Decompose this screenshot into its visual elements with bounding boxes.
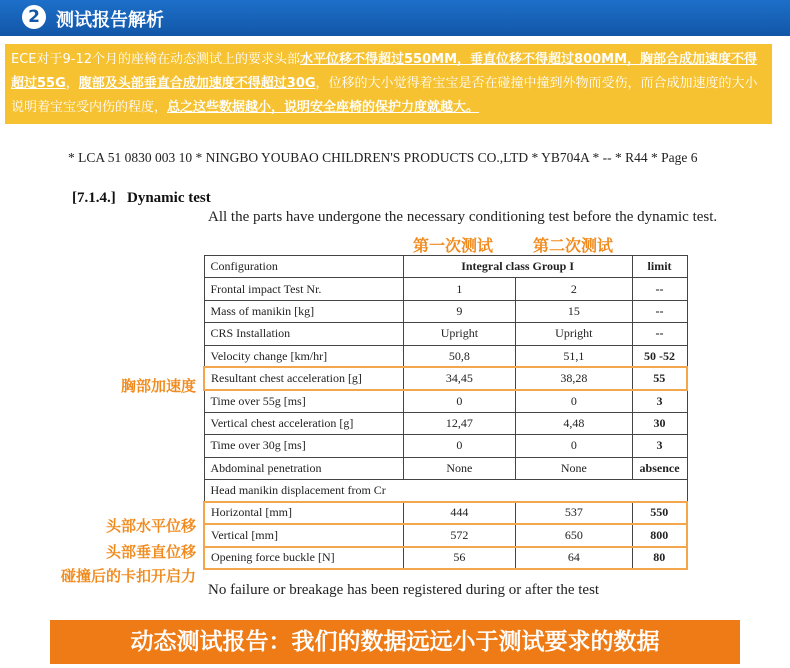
table-row: [204, 435, 687, 457]
cell-test1: 12,47: [403, 412, 515, 434]
cell-test1: None: [403, 457, 515, 479]
cell-test1: 9: [403, 300, 515, 322]
table-row: [204, 457, 687, 479]
header-configuration: Configuration: [204, 256, 403, 278]
cell-test2: 51,1: [516, 345, 632, 367]
cell-test2: 650: [516, 524, 632, 546]
note-text: ECE对于9-12个月的座椅在动态测试上的要求头部: [11, 52, 301, 67]
row-label: Abdominal penetration: [204, 457, 403, 479]
table-header-row: [204, 256, 687, 278]
cell-test2: None: [516, 457, 632, 479]
row-label: Velocity change [km/hr]: [204, 345, 403, 367]
cell-test1: 56: [403, 547, 515, 569]
head-horizontal-label: 头部水平位移: [105, 517, 196, 535]
dynamic-test-intro: All the parts have undergone the necessary conditioning test before the dynamic test.: [208, 209, 718, 225]
dynamic-test-table: [203, 255, 688, 570]
row-label: Time over 30g [ms]: [204, 435, 403, 457]
document-header-line: * LCA 51 0830 003 10 * NINGBO YOUBAO CHILDREN'S PRODUCTS CO.,LTD * YB704A * -- * R44 * Page 6: [68, 150, 698, 165]
table-row: [204, 278, 687, 300]
cell-test2: 0: [516, 435, 632, 457]
header-limit: limit: [632, 256, 687, 278]
row-label: Head manikin displacement from Cr: [204, 479, 687, 501]
table-row: [204, 390, 687, 412]
cell-test2: 2: [516, 278, 632, 300]
cell-test1: 444: [403, 502, 515, 524]
chest-acceleration-label: 胸部加速度: [120, 377, 196, 395]
row-label: CRS Installation: [204, 323, 403, 345]
cell-test2: 38,28: [516, 367, 632, 389]
table-row: [204, 323, 687, 345]
first-test-label: 第一次测试: [413, 236, 494, 255]
cell-test2: 15: [516, 300, 632, 322]
cell-limit: 3: [632, 435, 687, 457]
cell-limit: 800: [632, 524, 687, 546]
cell-test1: 50,8: [403, 345, 515, 367]
table-row: [204, 479, 687, 501]
test-result-statement: No failure or breakage has been registered during or after the test: [208, 582, 600, 598]
table-row-head-vertical: [204, 524, 687, 546]
row-label: Opening force buckle [N]: [204, 547, 403, 569]
table-row-head-horizontal: [204, 502, 687, 524]
cell-limit: 80: [632, 547, 687, 569]
cell-test2: 537: [516, 502, 632, 524]
cell-test2: 64: [516, 547, 632, 569]
cell-limit: 30: [632, 412, 687, 434]
cell-limit: --: [632, 300, 687, 322]
note-emphasis: 水平位移不得超过550MM，垂直位移不得超过800MM，胸部合成加速度不得超过55G: [11, 52, 758, 91]
cell-test1: 1: [403, 278, 515, 300]
cell-limit: 55: [632, 367, 687, 389]
cell-limit: absence: [632, 457, 687, 479]
summary-banner: 动态测试报告：我们的数据远远小于测试要求的数据: [50, 620, 740, 664]
cell-test1: 572: [403, 524, 515, 546]
number-badge-icon: 2: [22, 5, 46, 29]
cell-limit: 3: [632, 390, 687, 412]
header-group: Integral class Group I: [403, 256, 632, 278]
section-title: 测试报告解析: [56, 10, 164, 31]
table-row-buckle-force: [204, 547, 687, 569]
section-header-bar: [0, 0, 790, 36]
row-label: Frontal impact Test Nr.: [204, 278, 403, 300]
buckle-force-label: 碰撞后的卡扣开启力: [60, 567, 196, 585]
dynamic-test-heading: [7.1.4.] Dynamic test: [72, 190, 211, 206]
cell-test1: Upright: [403, 323, 515, 345]
row-label: Vertical [mm]: [204, 524, 403, 546]
cell-test2: 0: [516, 390, 632, 412]
row-label: Time over 55g [ms]: [204, 390, 403, 412]
table-row-chest-acceleration: [204, 367, 687, 389]
cell-limit: --: [632, 323, 687, 345]
cell-test1: 34,45: [403, 367, 515, 389]
cell-test2: Upright: [516, 323, 632, 345]
head-vertical-label: 头部垂直位移: [105, 543, 196, 561]
cell-limit: 50 -52: [632, 345, 687, 367]
requirement-note: [5, 44, 772, 124]
cell-test1: 0: [403, 435, 515, 457]
cell-limit: 550: [632, 502, 687, 524]
second-test-label: 第二次测试: [533, 236, 614, 255]
note-text: ，位移的大小觉得着宝宝是否在碰撞中撞到外物而受伤，而合成加速度的大小说明着宝宝受内伤的程度，: [11, 76, 758, 115]
table-row: [204, 412, 687, 434]
cell-test1: 0: [403, 390, 515, 412]
note-emphasis: 总之这些数据越小，说明安全座椅的保护力度就越大。: [167, 100, 480, 115]
cell-limit: --: [632, 278, 687, 300]
row-label: Resultant chest acceleration [g]: [204, 367, 403, 389]
table-row: [204, 300, 687, 322]
table-row: [204, 345, 687, 367]
note-emphasis: 腹部及头部垂直合成加速度不得超过30G: [78, 76, 316, 91]
row-label: Vertical chest acceleration [g]: [204, 412, 403, 434]
row-label: Horizontal [mm]: [204, 502, 403, 524]
note-text: ，: [65, 76, 79, 91]
cell-test2: 4,48: [516, 412, 632, 434]
row-label: Mass of manikin [kg]: [204, 300, 403, 322]
